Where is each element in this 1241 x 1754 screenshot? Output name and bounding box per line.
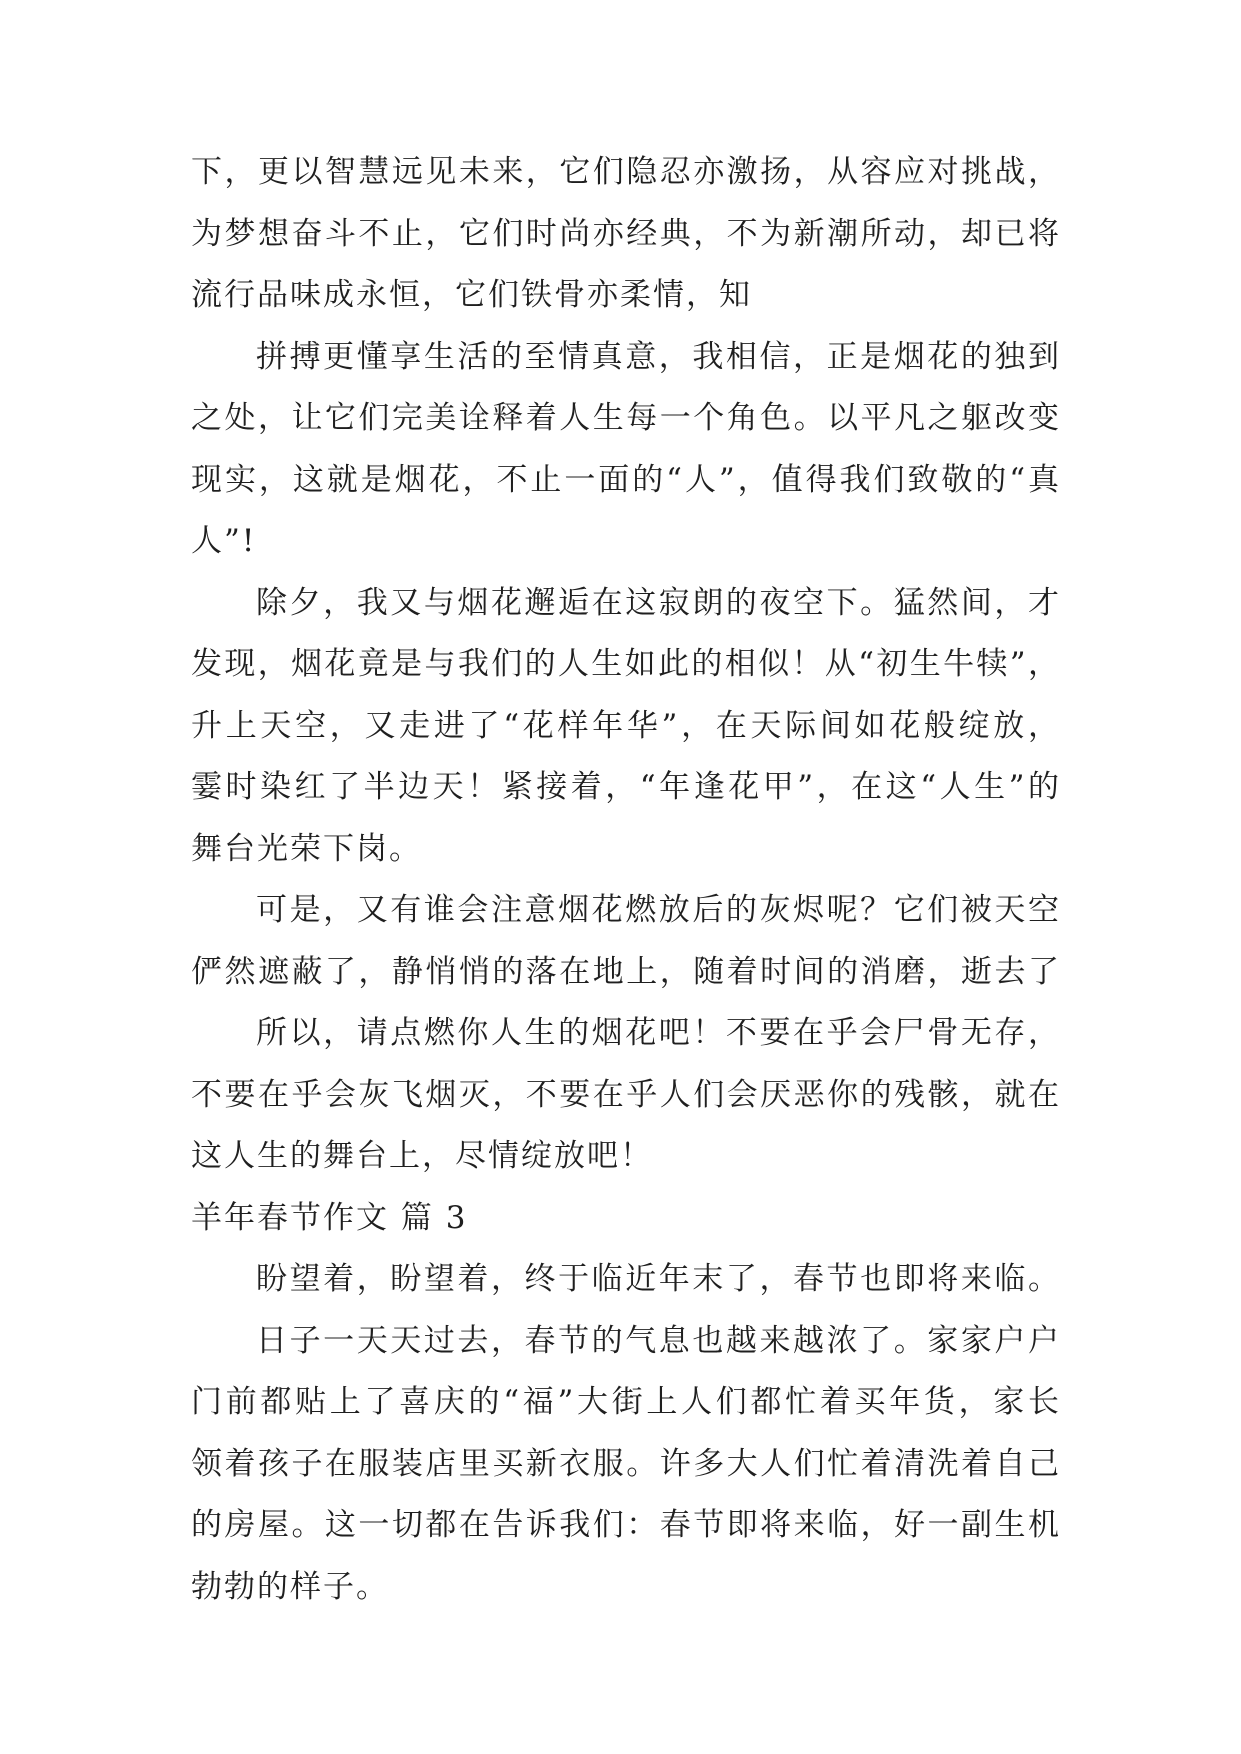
- text-line: 流行品味成永恒，它们铁骨亦柔情，知: [191, 277, 752, 313]
- text-line: 可是，又有谁会注意烟花燃放后的灰烬呢？它们被天空: [256, 892, 1061, 928]
- text-line: 门前都贴上了喜庆的“福”大街上人们都忙着买年货，家长: [191, 1384, 1061, 1420]
- text-line: 霎时染红了半边天！紧接着，“年逢花甲”，在这“人生”的: [191, 769, 1061, 805]
- text-line: 发现，烟花竟是与我们的人生如此的相似！从“初生牛犊”，: [191, 646, 1061, 682]
- text-line: 日子一天天过去，春节的气息也越来越浓了。家家户户: [256, 1323, 1061, 1359]
- text-line: 领着孩子在服装店里买新衣服。许多大人们忙着清洗着自己: [191, 1446, 1061, 1482]
- text-line: 拼搏更懂享生活的至情真意，我相信，正是烟花的独到: [256, 339, 1061, 375]
- text-line: 盼望着，盼望着，终于临近年末了，春节也即将来临。: [256, 1261, 1061, 1297]
- text-line: 不要在乎会灰飞烟灭，不要在乎人们会厌恶你的残骸，就在: [191, 1077, 1061, 1113]
- text-line: 勃勃的样子。: [191, 1569, 389, 1605]
- text-line: 所以，请点燃你人生的烟花吧！不要在乎会尸骨无存，: [256, 1015, 1061, 1051]
- text-line: 下，更以智慧远见未来，它们隐忍亦激扬，从容应对挑战，: [191, 154, 1061, 190]
- text-line: 俨然遮蔽了，静悄悄的落在地上，随着时间的消磨，逝去了: [191, 954, 1061, 990]
- section-heading: 羊年春节作文 篇 3: [191, 1200, 468, 1236]
- text-line: 现实，这就是烟花，不止一面的“人”，值得我们致敬的“真: [191, 462, 1061, 498]
- text-line: 的房屋。这一切都在告诉我们：春节即将来临，好一副生机: [191, 1507, 1061, 1543]
- text-line: 为梦想奋斗不止，它们时尚亦经典，不为新潮所动，却已将: [191, 216, 1061, 252]
- text-line: 人”!: [191, 523, 257, 559]
- text-line: 之处，让它们完美诠释着人生每一个角色。以平凡之躯改变: [191, 400, 1061, 436]
- text-line: 除夕，我又与烟花邂逅在这寂朗的夜空下。猛然间，才: [256, 585, 1061, 621]
- text-line: 这人生的舞台上，尽情绽放吧！: [191, 1138, 653, 1174]
- text-line: 舞台光荣下岗。: [191, 831, 422, 867]
- text-line: 升上天空，又走进了“花样年华”，在天际间如花般绽放，: [191, 708, 1061, 744]
